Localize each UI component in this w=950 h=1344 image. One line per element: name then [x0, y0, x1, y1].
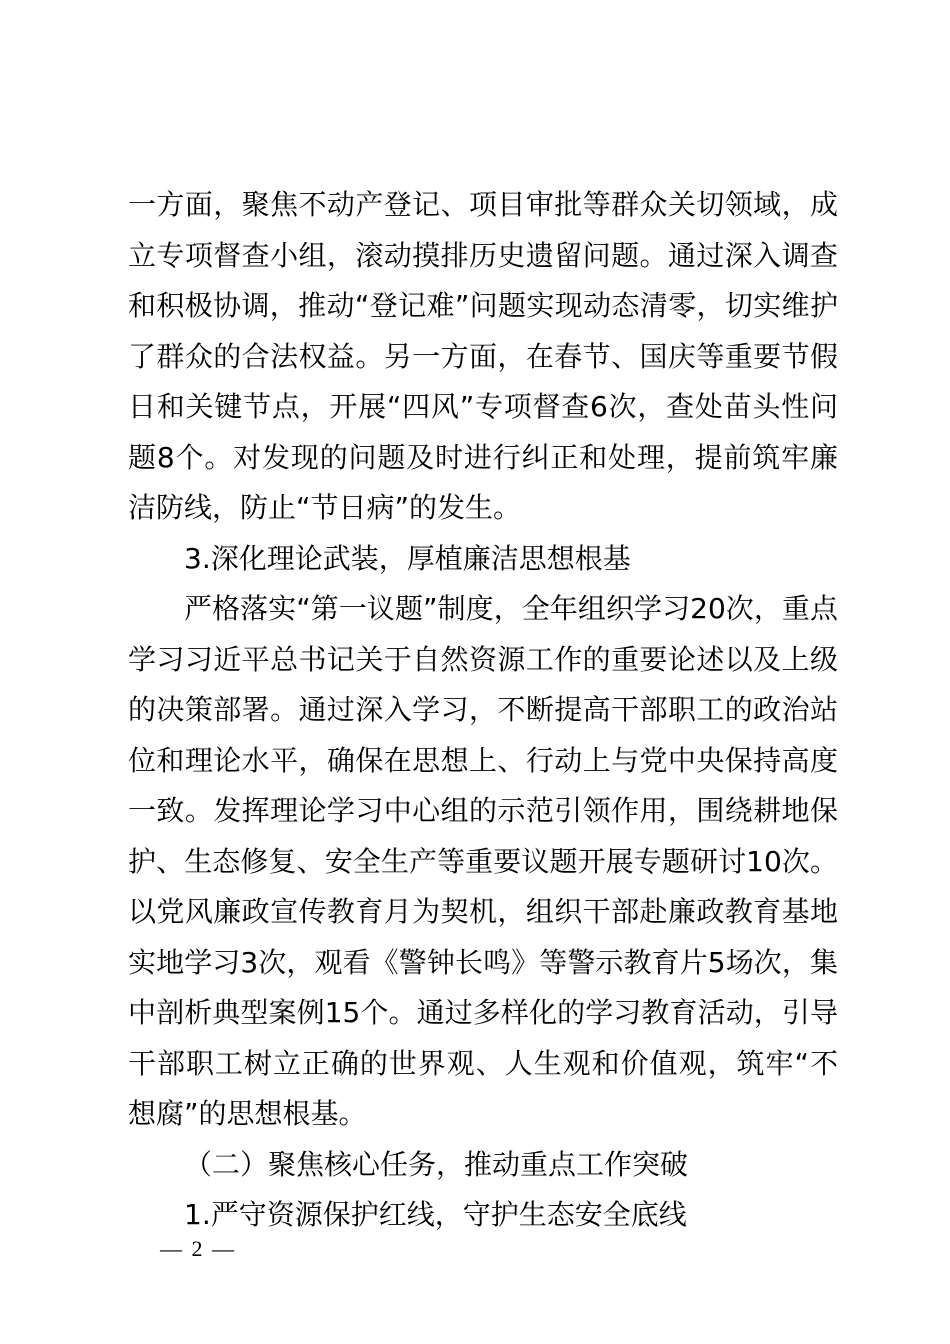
paragraph-continuation: 一方面，聚焦不动产登记、项目审批等群众关切领域，成立专项督查小组，滚动摸排历史遗留问题。通过深入调查和积极协调，推动“登记难”问题实现动态清零，切实维护了群众的合法权益。另一方面，在春节、国庆等重要节假日和关键节点，开展“四风”专项督查6次，查处苗头性问题8个。对发现的问题及时进行纠正和处理，提前筑牢廉洁防线，防止“节日病”的发生。 [128, 188, 838, 524]
section-heading-3: 3.深化理论武装，厚植廉洁思想根基 [184, 541, 631, 575]
body-text [128, 180, 838, 1241]
paragraph-theory-study: 严格落实“第一议题”制度，全年组织学习20次，重点学习习近平总书记关于自然资源工作的重要论述以及上级的决策部署。通过深入学习，不断提高干部职工的政治站位和理论水平，确保在思想上、行动上与党中央保持高度一致。发挥理论学习中心组的示范引领作用，围绕耕地保护、生态修复、安全生产等重要议题开展专题研讨10次。以党风廉政宣传教育月为契机，组织干部赴廉政教育基地实地学习3次，观看《警钟长鸣》等警示教育片5场次，集中剖析典型案例15个。通过多样化的学习教育活动，引导干部职工树立正确的世界观、人生观和价值观，筑牢“不想腐”的思想根基。 [128, 592, 838, 1130]
section-heading-1: 1.严守资源保护红线，守护生态安全底线 [184, 1198, 687, 1231]
page-number: — 2 — [160, 1236, 236, 1261]
section-heading-part-2: （二）聚焦核心任务，推动重点工作突破 [184, 1147, 689, 1181]
